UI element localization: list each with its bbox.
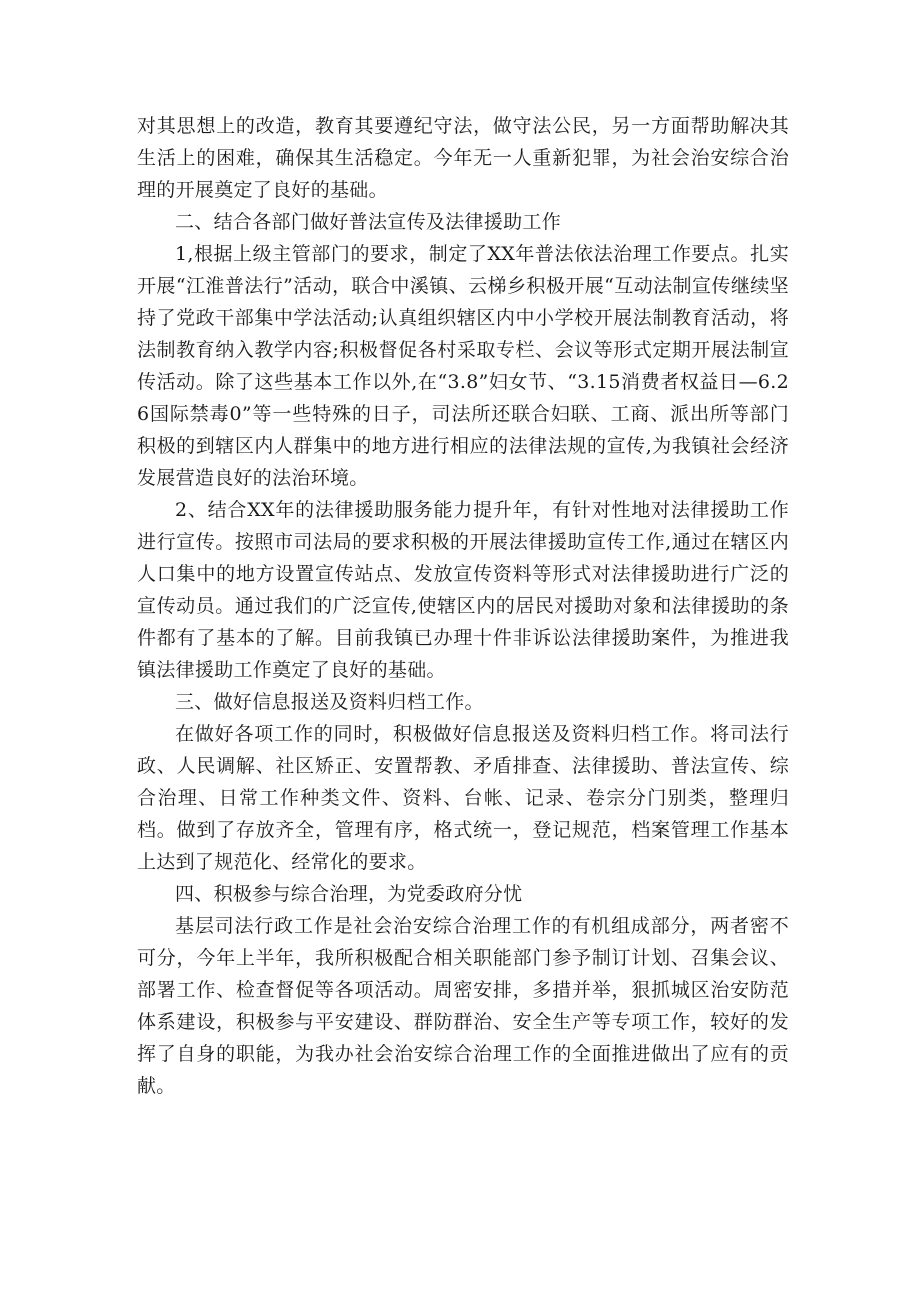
- paragraph-legal-publicity: 1,根据上级主管部门的要求，制定了XX年普法依法治理工作要点。扎实开展“江淮普法行”活动，联合中溪镇、云梯乡积极开展“互动法制宣传继续坚持了党政干部集中学法活动;认真组织辖区内中小学校开展法制教育活动，将法制教育纳入教学内容;积极督促各村采取专栏、会议等形式定期开展法制宣传活动。除了这些基本工作以外,在“3.8”妇女节、“3.15消费者权益日—6.26国际禁毒0”等一些特殊的日子，司法所还联合妇联、工商、派出所等部门积极的到辖区内人群集中的地方进行相应的法律法规的宣传,为我镇社会经济发展营造良好的法治环境。: [137, 243, 789, 489]
- paragraph-comprehensive-governance: 基层司法行政工作是社会治安综合治理工作的有机组成部分，两者密不可分，今年上半年，我所积极配合相关职能部门参予制订计划、召集会议、部署工作、检查督促等各项活动。周密安排，多措并举，狠抓城区治安防范体系建设，积极参与平安建设、群防群治、安全生产等专项工作，较好的发挥了自身的职能，为我办社会治安综合治理工作的全面推进做出了应有的贡献。: [137, 915, 789, 1097]
- section-heading-3: 三、做好信息报送及资料归档工作。: [175, 691, 484, 713]
- paragraph-continuation: 对其思想上的改造，教育其要遵纪守法，做守法公民，另一方面帮助解决其生活上的困难，确保其生活稳定。今年无一人重新犯罪，为社会治安综合治理的开展奠定了良好的基础。: [137, 115, 789, 201]
- document-body: [137, 110, 789, 1102]
- paragraph-legal-aid: 2、结合XX年的法律援助服务能力提升年，有针对性地对法律援助工作进行宣传。按照市司法局的要求积极的开展法律援助宣传工作,通过在辖区内人口集中的地方设置宣传站点、发放宣传资料等形式对法律援助进行广泛的宣传动员。通过我们的广泛宣传,使辖区内的居民对援助对象和法律援助的条件都有了基本的了解。目前我镇已办理十件非诉讼法律援助案件，为推进我镇法律援助工作奠定了良好的基础。: [137, 499, 789, 681]
- section-heading-2: 二、结合各部门做好普法宣传及法律援助工作: [175, 211, 562, 233]
- paragraph-archiving: 在做好各项工作的同时，积极做好信息报送及资料归档工作。将司法行政、人民调解、社区矫正、安置帮教、矛盾排查、法律援助、普法宣传、综合治理、日常工作种类文件、资料、台帐、记录、卷宗分门别类，整理归档。做到了存放齐全，管理有序，格式统一，登记规范，档案管理工作基本上达到了规范化、经常化的要求。: [137, 723, 789, 873]
- section-heading-4: 四、积极参与综合治理，为党委政府分忧: [175, 883, 523, 905]
